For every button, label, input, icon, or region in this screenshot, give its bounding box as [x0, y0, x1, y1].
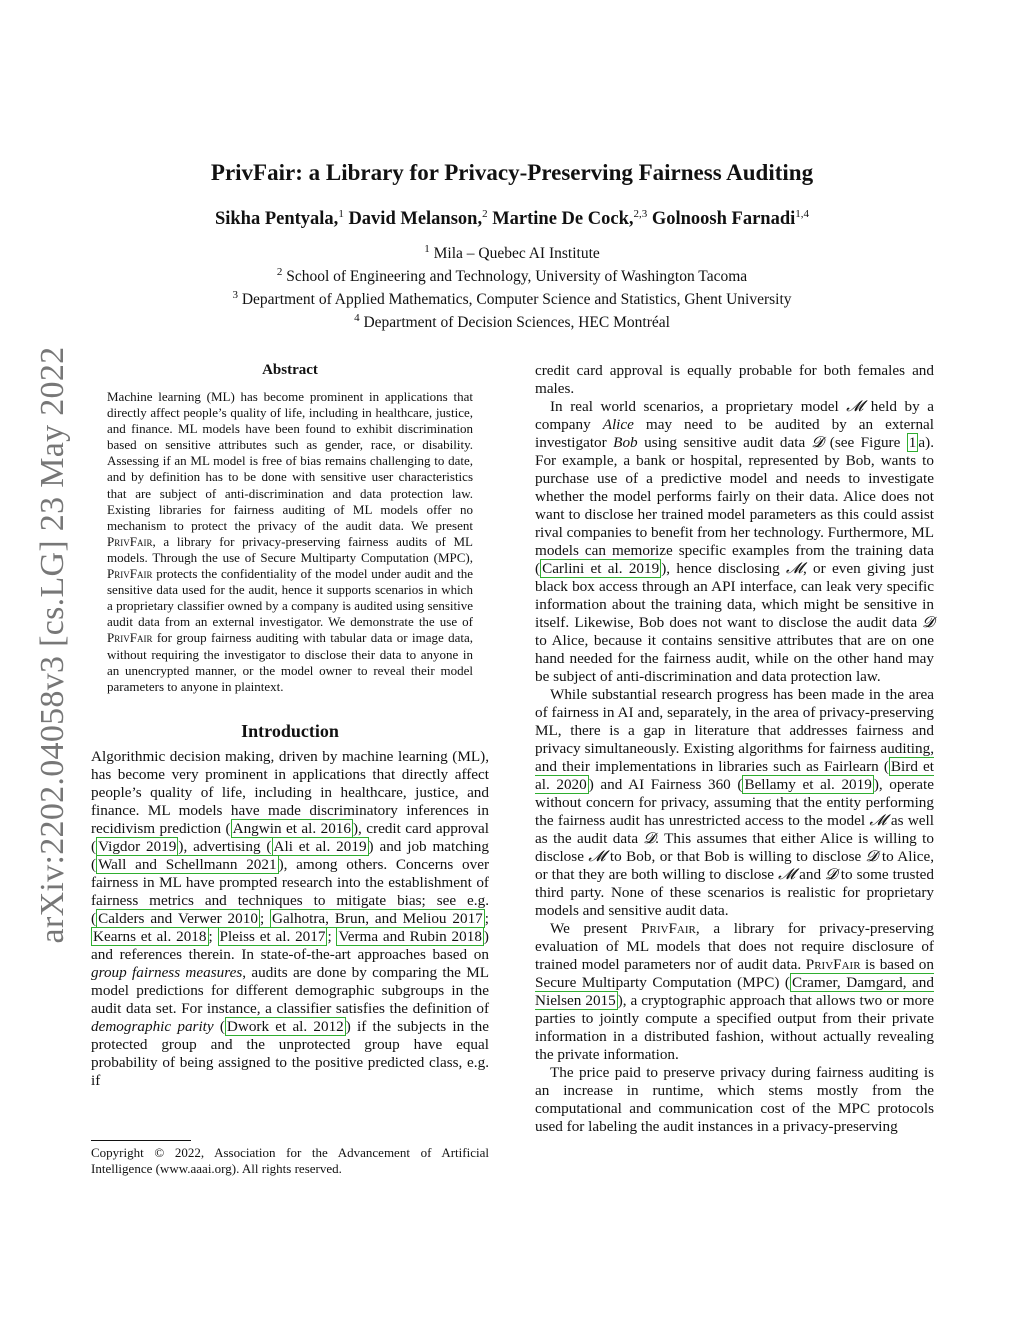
intro-paragraph: [91, 748, 489, 1090]
emphasized-term: Bob: [613, 434, 638, 451]
author-list: [0, 208, 1024, 230]
library-name: PrivFair: [107, 630, 153, 646]
body-text: . This assumes that either Alice is willing to disclose: [535, 830, 934, 865]
body-text: held by a company: [535, 398, 934, 433]
library-name: PrivFair: [641, 920, 696, 937]
abstract-text: , a library for privacy-preserving fairness audits of ML models. Through the use of Secure Multiparty Computation (MPC),: [107, 533, 473, 565]
body-paragraph: The price paid to preserve privacy during fairness auditing is an increase in runtime, which stems mostly from the computational and communication cost of the MPC protocols used for labeling the audit instances in a privacy-preserving: [535, 1064, 934, 1135]
body-text: ) and references therein. In state-of-the-art approaches based on: [91, 927, 489, 963]
citation-link[interactable]: Carlini et al. 2019: [542, 560, 660, 577]
body-text: In real world scenarios, a proprietary model: [550, 398, 847, 415]
math-symbol-model: 𝓜: [778, 866, 796, 883]
citation-separator: ;: [327, 927, 337, 945]
affiliation-mark: 2: [276, 266, 283, 279]
arxiv-stamp: [28, 345, 78, 945]
body-text: ), operate without concern for privacy, assuming that the entity performing the fairness audit has unrestricted access to the model: [535, 776, 934, 829]
body-text: to Alice, because it contains sensitive attributes that are on one hand needed for the fairness audit, while on the other hand may be subject of anti-discrimination and data protection law.: [535, 632, 934, 685]
affiliation-text: Mila – Quebec AI Institute: [433, 245, 600, 263]
citation-link[interactable]: Angwin et al. 2016: [232, 819, 351, 837]
citation-link[interactable]: Bellamy et al. 2019: [744, 776, 872, 793]
body-paragraph: [535, 920, 934, 1064]
library-name: PrivFair: [107, 533, 153, 549]
author-name: Sikha Pentyala,: [214, 209, 339, 230]
right-column: [535, 362, 934, 1136]
emphasized-term: group fairness measures: [91, 963, 243, 981]
affiliation-mark: 1: [424, 243, 430, 255]
paper-title: PrivFair: a Library for Privacy-Preserving Fairness Auditing: [210, 160, 814, 185]
body-text: ) and AI Fairness 360 (: [588, 776, 743, 793]
math-symbol-data: 𝓓: [811, 434, 824, 451]
author-affil-mark: 2,3: [633, 208, 648, 220]
affiliation: [0, 286, 1024, 309]
math-symbol-model: 𝓜: [846, 398, 864, 415]
abstract-text: Machine learning (ML) has become prominent in applications that directly affect people’s quality of life, including in healthcare, justice, and finance. ML models have been found to exhibit discrimination based on sensitive attributes such as gender, race, or disability. Assessing if an ML model is free of bias remains challenging to date, and by definition has to be done with sensitive user characteristics that are subject of anti-discrimination and data protection law. Existing libraries for fairness auditing of ML models offer no mechanism to protect the privacy of the audit data. We present: [107, 389, 473, 533]
math-symbol-model: 𝓜: [588, 848, 606, 865]
footnote-rule: [91, 1140, 191, 1141]
math-symbol-data: 𝓓: [922, 614, 934, 631]
citation-link[interactable]: Pleiss et al. 2017: [219, 927, 326, 945]
affiliation: [0, 309, 1024, 332]
citation-link[interactable]: Bird et al. 2020: [535, 758, 934, 793]
author-name: Martine De Cock,: [492, 209, 634, 230]
body-text: ) if the subjects in the protected group and the unprotected group have equal probability of being assigned to the positive predicted class, e.g. if: [91, 1017, 489, 1089]
citation-link[interactable]: Wall and Schellmann 2021: [98, 855, 277, 873]
abstract-text: protects the confidentiality of the model under audit and the sensitive data used for the audit, hence it supports scenarios in which a proprietary classifier owned by a company is audited using sensitive audit data from an external investigator. We demonstrate the use of: [107, 566, 473, 630]
affiliation-text: School of Engineering and Technology, University of Washington Tacoma: [286, 268, 748, 286]
affiliation: [0, 263, 1024, 286]
arxiv-stamp-text: arXiv:2202.04058v3 [cs.LG] 23 May 2022: [34, 346, 71, 944]
affiliation-mark: 4: [354, 312, 360, 325]
body-text: is based on Secure Multiparty Computation (MPC) (: [535, 956, 934, 991]
author-affil-mark: 1: [338, 208, 344, 220]
affiliation-text: Department of Applied Mathematics, Computer Science and Statistics, Ghent University: [241, 291, 792, 309]
left-column: [91, 362, 489, 1090]
body-text: to Alice, or that they are both willing to disclose: [535, 848, 934, 883]
body-text: While substantial research progress has been made in the area of fairness in AI and, separately, in the area of privacy-preserving ML, there is a gap in literature that addresses fairness and privacy simultaneously. Existing algorithms for fairness auditing, and their implementations in libraries such as Fairlearn (: [535, 686, 934, 775]
body-text: using sensitive audit data: [637, 434, 812, 451]
body-text: (see Figure: [823, 434, 907, 451]
math-symbol-data: 𝓓: [825, 866, 837, 883]
citation-separator: ;: [208, 927, 218, 945]
affiliation-list: [0, 240, 1024, 333]
body-text: ), among others. Concerns over fairness in ML have prompted research into the establishment of fairness metrics and techniques to mitigate bias; see e.g. (: [91, 855, 489, 927]
citation-link[interactable]: Ali et al. 2019: [273, 837, 367, 855]
citation-link[interactable]: Calders and Verwer 2010: [98, 909, 258, 927]
body-text: , a library for privacy-preserving evaluation of ML models that does not require disclosure of trained model parameters nor of audit data.: [535, 920, 934, 973]
math-symbol-model: 𝓜: [785, 560, 803, 577]
math-symbol-model: 𝓜: [869, 812, 887, 829]
body-text: and: [795, 866, 826, 883]
affiliation-mark: 3: [232, 289, 238, 302]
body-text: , audits are done by comparing the ML model predictions for different demographic subgroups in the audit data set. For instance, a classifier satisfies the definition of: [91, 963, 490, 1017]
emphasized-term: Alice: [602, 416, 634, 433]
abstract-heading: Abstract: [262, 362, 318, 378]
body-text: ), hence disclosing: [661, 560, 786, 577]
math-symbol-data: 𝓓: [865, 848, 878, 865]
body-text: We present: [550, 920, 642, 937]
affiliation: [0, 240, 1024, 263]
citation-link[interactable]: Cramer, Damgard, and Nielsen 2015: [535, 974, 934, 1009]
body-text: (: [213, 1017, 225, 1035]
body-text: ), advertising (: [178, 837, 272, 855]
copyright-footnote: Copyright © 2022, Association for the Advancement of Artificial Intelligence (www.aaai.org). All rights reserved.: [91, 1145, 489, 1176]
body-text: Algorithmic decision making, driven by machine learning (ML), has become very prominent in applications that directly affect people’s quality of life, including in healthcare, justice, and finance. ML models have made discriminatory inferences in recidivism prediction (: [91, 747, 489, 837]
citation-separator: ;: [259, 909, 271, 927]
abstract-body: [107, 389, 473, 695]
body-text: may need to be audited by an external investigator: [535, 416, 935, 451]
body-text: to some trusted third party. None of these scenarios is realistic for proprietary models and sensitive audit data.: [535, 866, 935, 919]
author-affil-mark: 2: [482, 208, 488, 220]
author-affil-mark: 1,4: [795, 208, 810, 220]
library-name: PrivFair: [805, 956, 861, 973]
body-paragraph: credit card approval is equally probable for both females and males.: [535, 362, 934, 397]
author-name: Golnoosh Farnadi: [651, 209, 796, 230]
citation-link[interactable]: Kearns et al. 2018: [93, 927, 207, 945]
body-text: ) and job matching (: [91, 837, 489, 873]
library-name: PrivFair: [107, 566, 153, 582]
figure-link[interactable]: 1: [908, 434, 917, 451]
affiliation-text: Department of Decision Sciences, HEC Montréal: [363, 314, 670, 332]
citation-separator: ;: [484, 909, 489, 927]
introduction-heading: Introduction: [241, 720, 339, 741]
author-name: David Melanson,: [348, 209, 483, 230]
body-text: , or even giving just black box access through an API interface, can leak very specific information about the training data, which might be sensitive in itself. Likewise, Bob does not want to disclose the audit data: [535, 560, 934, 631]
citation-link[interactable]: Vigdor 2019: [98, 837, 177, 855]
citation-link[interactable]: Verma and Rubin 2018: [338, 927, 482, 945]
abstract-text: for group fairness auditing with tabular data or image data, without requiring the investigator to disclose their data to anyone in an unencrypted manner, or the model owner to reveal their model parameters to anyone in plaintext.: [107, 630, 473, 694]
math-symbol-data: 𝓓: [643, 830, 656, 847]
body-text: ), a cryptographic approach that allows two or more parties to jointly compute a specified output from their private information in a distributed fashion, without actually revealing the private information.: [535, 992, 934, 1063]
body-text: ), credit card approval (: [91, 819, 489, 855]
citation-link[interactable]: Dwork et al. 2012: [226, 1017, 344, 1035]
body-text: a). For example, a bank or hospital, represented by Bob, wants to purchase use of a predictive model and needs to investigate whether the model performs fairly on their data. Alice does not want to disclose her trained model parameters as this could assist rival companies to benefit from her technology. Furthermore, ML models can memorize specific examples from the training data (: [535, 434, 934, 577]
body-text: as well as the audit data: [535, 812, 934, 847]
emphasized-term: demographic parity: [91, 1017, 214, 1035]
body-paragraph: [535, 686, 934, 920]
body-text: to Bob, or that Bob is willing to disclose: [605, 848, 866, 865]
body-paragraph: [535, 398, 934, 686]
citation-link[interactable]: Galhotra, Brun, and Meliou 2017: [272, 909, 483, 927]
